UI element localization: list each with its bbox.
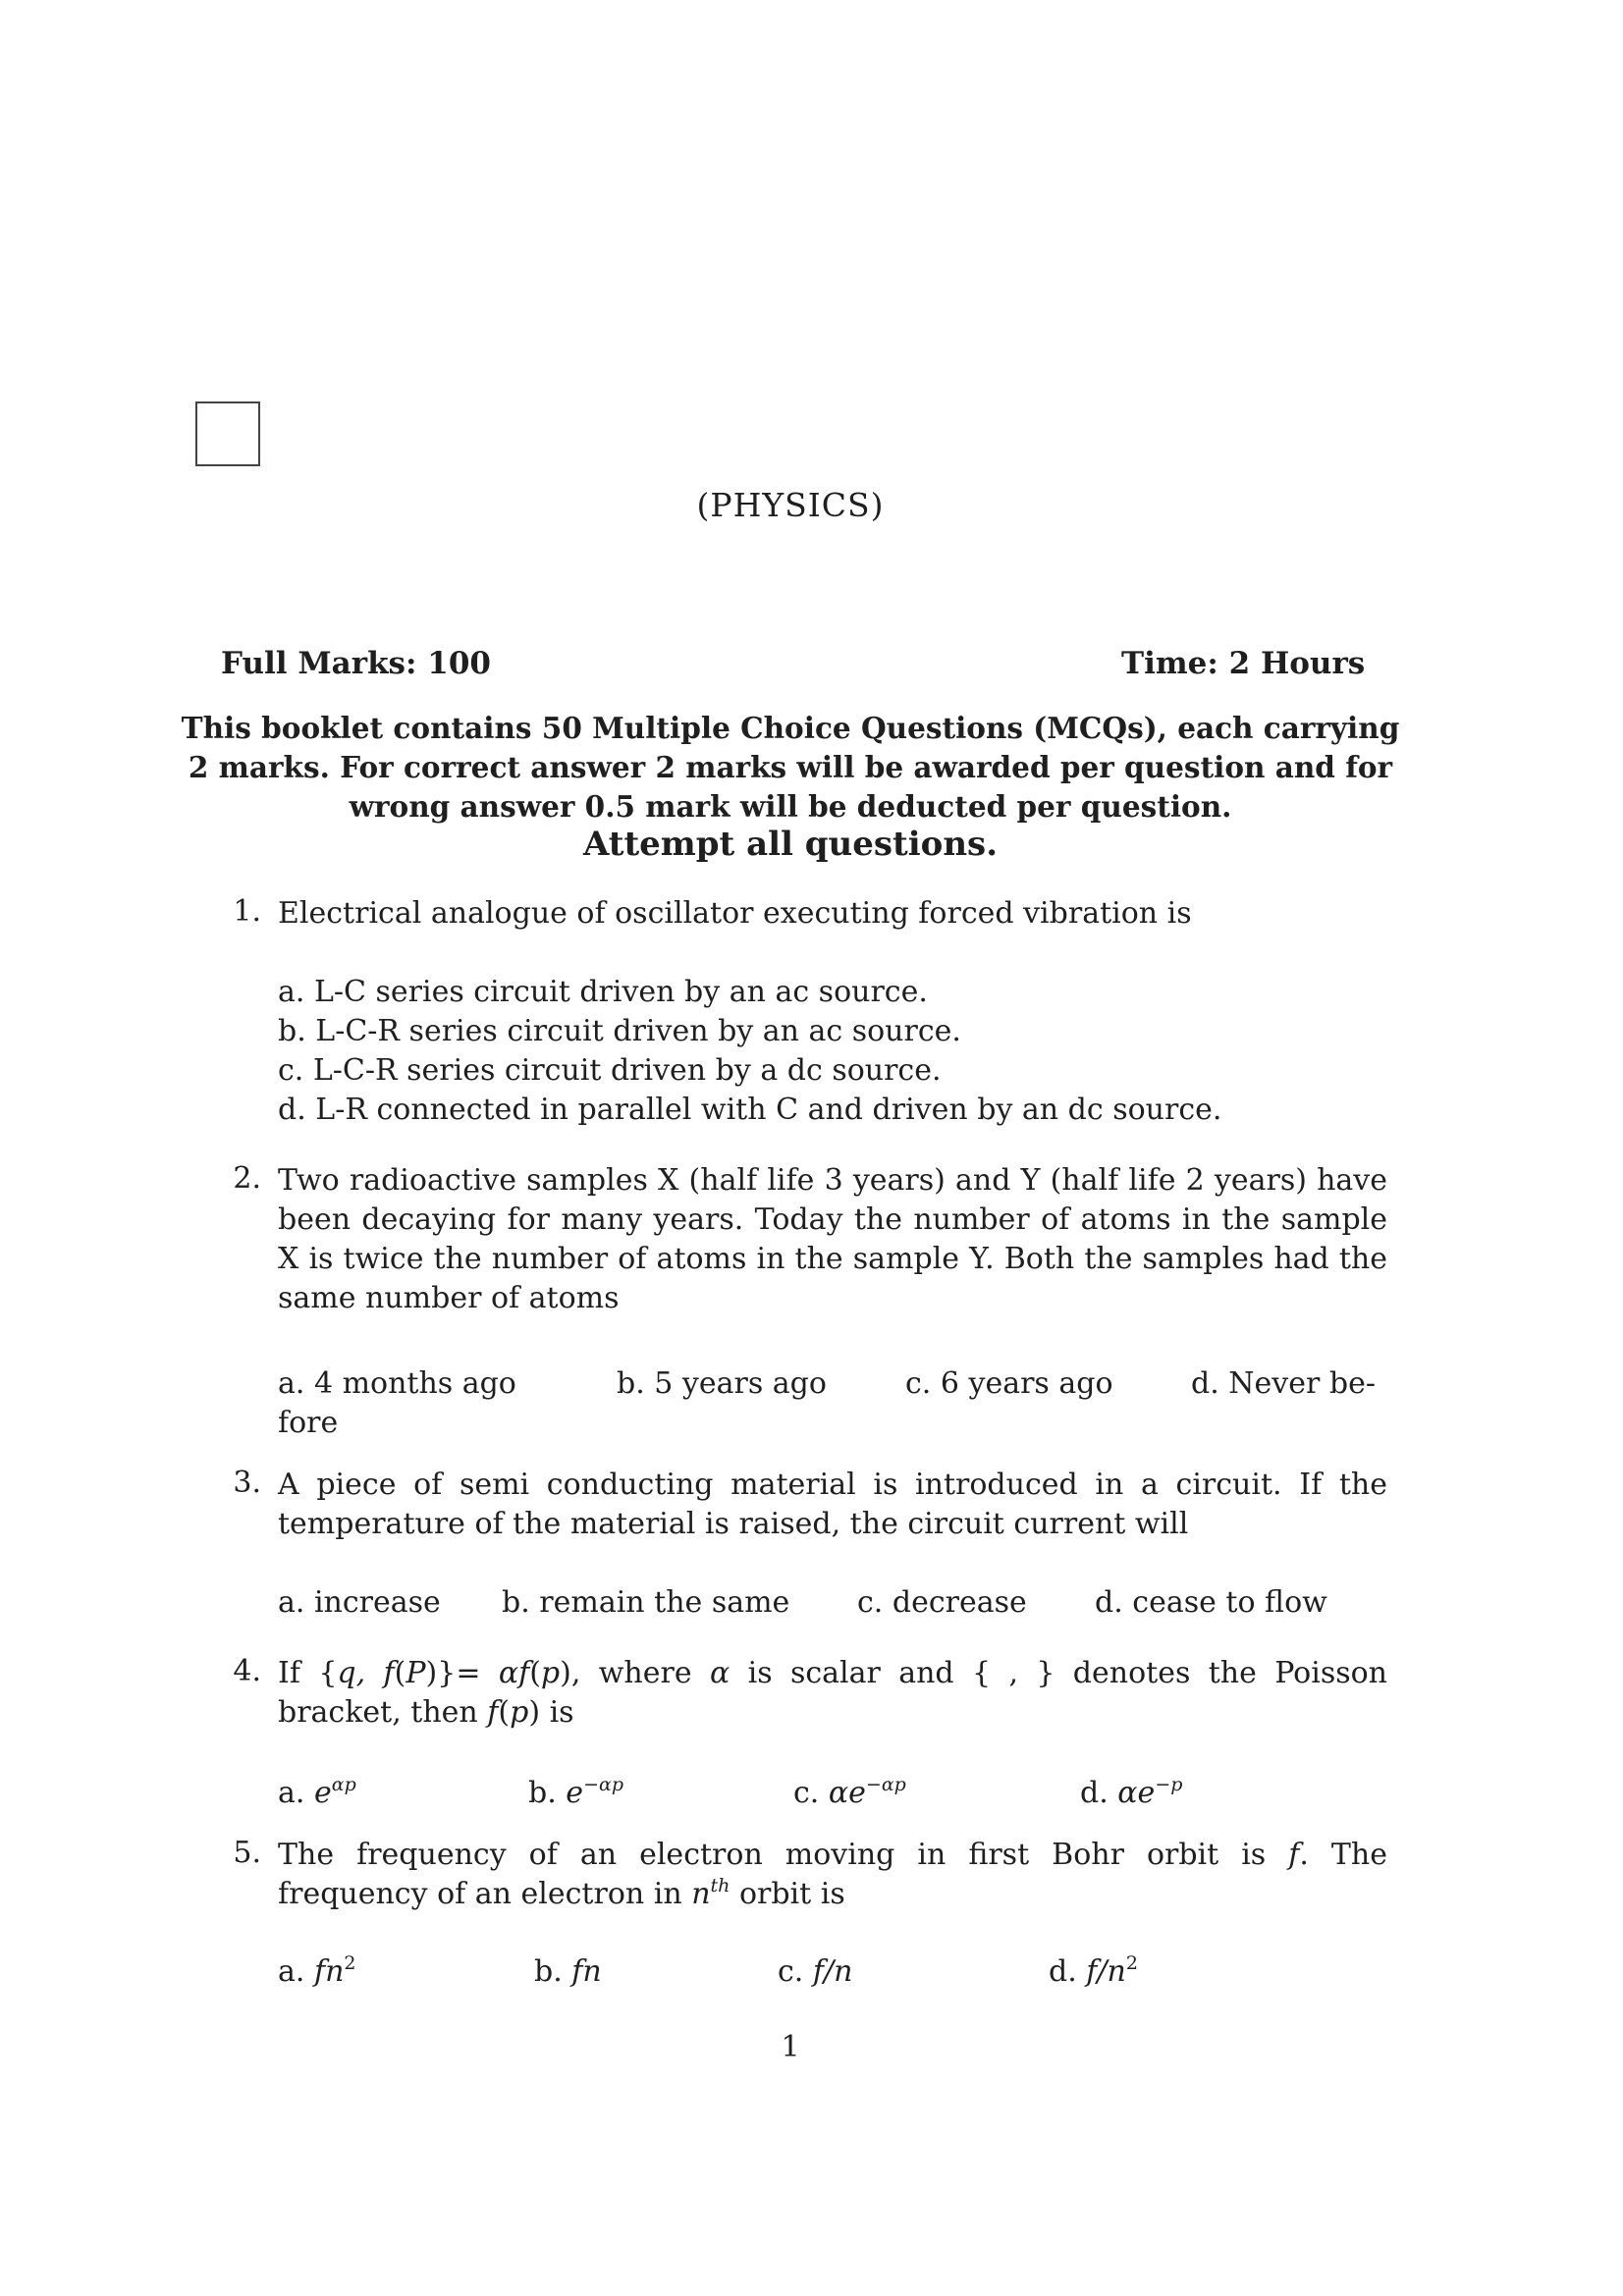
option-a: a. $fn^2$ <box>278 1952 356 1989</box>
question-1-number: 1. <box>233 894 261 929</box>
option-b: b. 5 years ago <box>617 1366 827 1401</box>
question-3-number: 3. <box>233 1466 261 1500</box>
option-b: b. remain the same <box>502 1585 790 1620</box>
option-c: c. decrease <box>857 1585 1027 1620</box>
option-c: c. L-C-R series circuit driven by a dc source. <box>278 1053 942 1088</box>
option-c: c. f/n <box>778 1954 853 1989</box>
option-d: d. Never be- <box>1191 1366 1376 1401</box>
question-5-text: The frequency of an electron moving in first Bohr orbit is f. The frequency of an electron in $n^{th}$ orbit is <box>278 1838 1387 1911</box>
question-5-number: 5. <box>233 1836 261 1870</box>
option-c: c. $\alpha e^{-\alpha p}$ <box>793 1774 906 1810</box>
time-allowed: Time: 2 Hours <box>1121 646 1366 681</box>
roll-number-box <box>195 401 260 466</box>
question-1-options <box>278 973 1221 1130</box>
option-d-continued: fore <box>278 1406 339 1440</box>
option-b: b. L-C-R series circuit driven by an ac source. <box>278 1014 961 1048</box>
option-a: a. $e^{\alpha p}$ <box>278 1774 356 1810</box>
option-b: b. $e^{-\alpha p}$ <box>528 1774 623 1810</box>
option-a: a. L-C series circuit driven by an ac source. <box>278 975 928 1009</box>
question-2-text: Two radioactive samples X (half life 3 years) and Y (half life 2 years) have been decaying for many years. Today the number of atoms in the sample X is twice the number of atoms in the sample Y. Both the samples had the same number of atoms <box>278 1163 1387 1315</box>
option-c: c. 6 years ago <box>905 1366 1113 1401</box>
subject-title: (PHYSICS) <box>696 486 885 524</box>
option-a: a. 4 months ago <box>278 1366 516 1401</box>
attempt-all-heading: Attempt all questions. <box>582 825 999 864</box>
option-d: d. $f/n^2$ <box>1049 1952 1138 1989</box>
full-marks: Full Marks: 100 <box>221 646 491 681</box>
question-2-number: 2. <box>233 1161 261 1196</box>
option-d: d. $\alpha e^{-p}$ <box>1080 1774 1183 1810</box>
page-number: 1 <box>781 2030 800 2064</box>
option-d: d. L-R connected in parallel with C and driven by an dc source. <box>278 1093 1222 1127</box>
question-1-text: Electrical analogue of oscillator executing forced vibration is <box>278 896 1192 931</box>
question-4-number: 4. <box>233 1654 261 1688</box>
question-3-text: A piece of semi conducting material is introduced in a circuit. If the temperature of the material is raised, the circuit current will <box>278 1468 1387 1541</box>
option-d: d. cease to flow <box>1095 1585 1327 1620</box>
instructions: This booklet contains 50 Multiple Choice Questions (MCQs), each carrying 2 marks. For correct answer 2 marks will be awarded per question and for wrong answer 0.5 mark will be deducted per question. <box>181 711 1400 824</box>
option-a: a. increase <box>278 1585 441 1620</box>
option-b: b. fn <box>534 1954 602 1989</box>
question-4-text: If {q, f(P)}= αf(p), where α is scalar and { , } denotes the Poisson bracket, then f(p) is <box>278 1656 1387 1730</box>
